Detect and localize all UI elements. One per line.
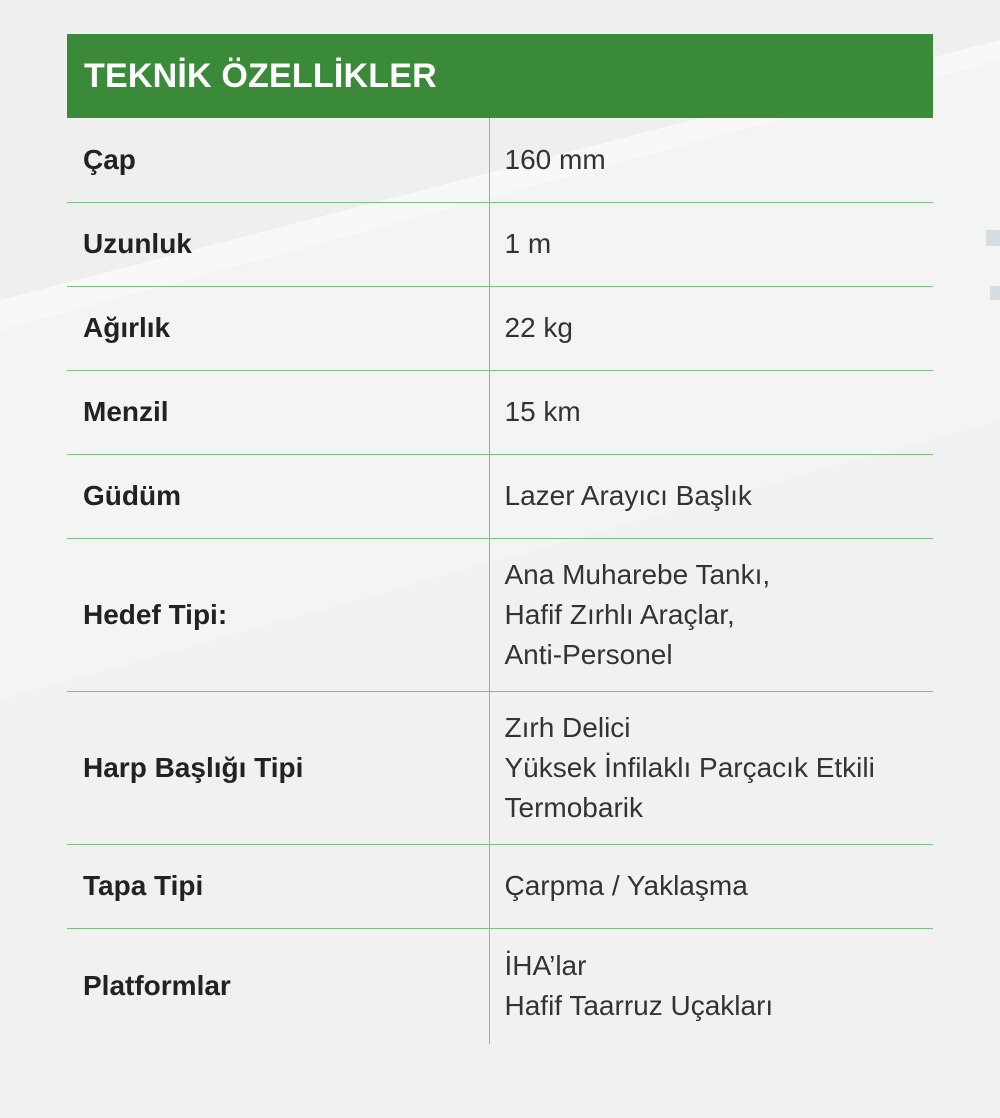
spec-value	[490, 224, 934, 264]
spec-value	[490, 392, 934, 432]
spec-value-line: Hafif Taarruz Uçakları	[504, 990, 774, 1022]
spec-value	[490, 866, 934, 906]
spec-value-line: Çarpma / Yaklaşma	[504, 870, 748, 901]
spec-header	[67, 34, 933, 118]
spec-label: Ağırlık	[83, 312, 171, 343]
spec-value	[490, 946, 934, 1026]
spec-value-line: Zırh Delici	[504, 711, 631, 743]
spec-row-platforms	[67, 928, 933, 1044]
spec-table	[67, 118, 933, 1044]
spec-value	[490, 140, 934, 180]
spec-label: Güdüm	[83, 480, 181, 511]
spec-value-line: Termobarik	[504, 791, 643, 823]
spec-value-line: Ana Muharebe Tankı,	[504, 558, 771, 590]
spec-value	[490, 555, 934, 675]
spec-value-line: Lazer Arayıcı Başlık	[504, 480, 752, 511]
spec-value-line: Yüksek İnfilaklı Parçacık Etkili	[504, 751, 875, 783]
spec-value-line: 160 mm	[504, 143, 606, 175]
spec-label: Tapa Tipi	[83, 870, 204, 901]
spec-label: Hedef Tipi:	[83, 598, 228, 630]
spec-label: Çap	[83, 143, 136, 175]
spec-value-line: 1 m	[504, 228, 552, 259]
spec-title: TEKNİK ÖZELLİKLER	[84, 56, 437, 95]
spec-label: Platformlar	[83, 970, 231, 1002]
spec-value	[490, 708, 934, 828]
spec-row-target-type	[67, 538, 933, 691]
spec-value-line: 22 kg	[504, 312, 573, 343]
spec-row-diameter	[67, 118, 933, 202]
spec-row-weight	[67, 286, 933, 370]
spec-table-container	[67, 34, 933, 1044]
spec-row-range	[67, 370, 933, 454]
spec-value-line: Hafif Zırhlı Araçlar,	[504, 598, 735, 630]
spec-value	[490, 476, 934, 516]
spec-label: Harp Başlığı Tipi	[83, 751, 304, 783]
spec-label: Menzil	[83, 396, 169, 427]
spec-value	[490, 308, 934, 348]
corner-graphic	[982, 228, 1000, 308]
spec-row-fuze-type	[67, 844, 933, 928]
spec-value-line: İHA’lar	[504, 950, 587, 982]
spec-row-warhead-type	[67, 691, 933, 844]
spec-value-line: Anti-Personel	[504, 638, 673, 670]
spec-label: Uzunluk	[83, 228, 192, 259]
spec-value-line: 15 km	[504, 396, 581, 427]
spec-row-guidance	[67, 454, 933, 538]
spec-row-length	[67, 202, 933, 286]
